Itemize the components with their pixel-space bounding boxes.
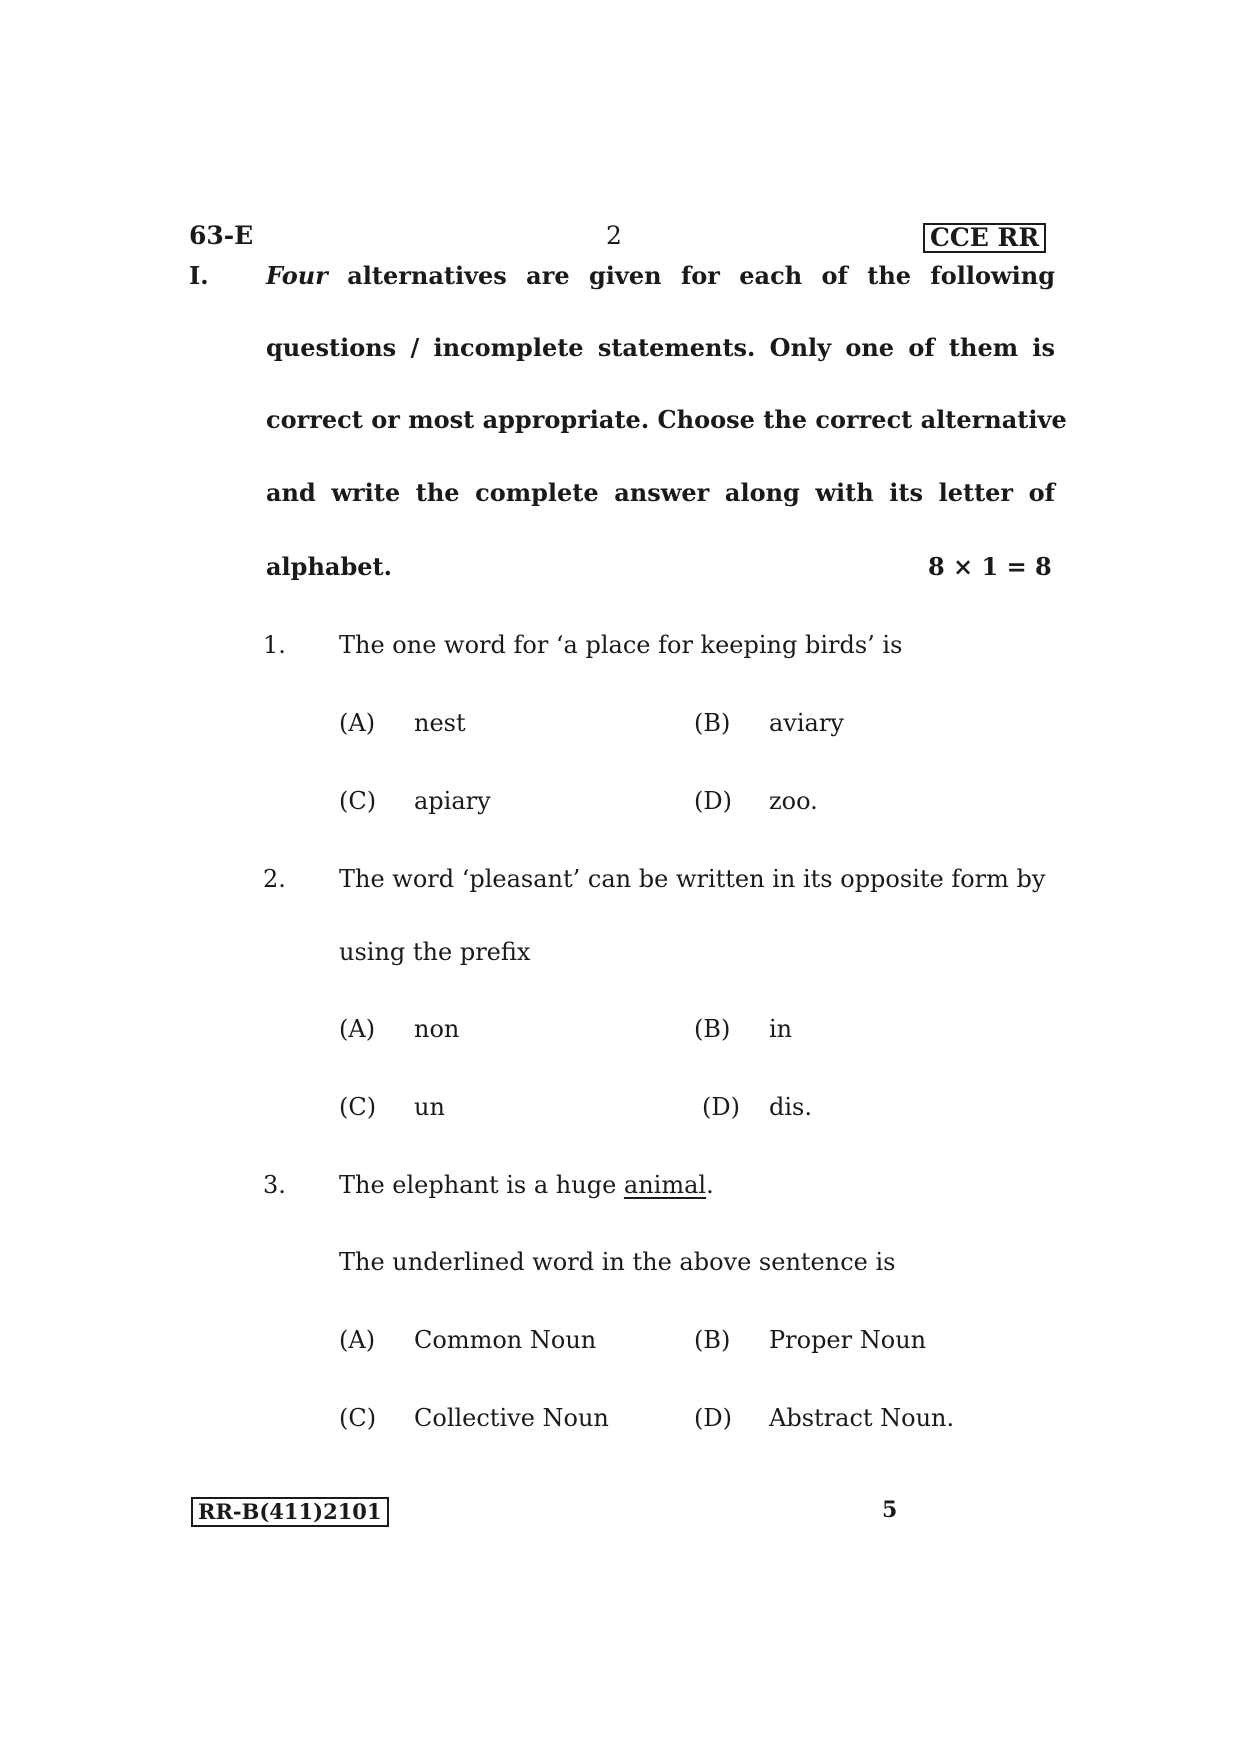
question-number: 1. bbox=[263, 631, 286, 659]
option-label: (D) bbox=[694, 787, 732, 815]
question-text: The elephant is a huge animal. bbox=[339, 1171, 714, 1199]
option-label: (B) bbox=[694, 1015, 731, 1043]
instruction-emphasis: Four bbox=[266, 261, 328, 290]
option-label: (A) bbox=[339, 1015, 376, 1043]
option-label: (C) bbox=[339, 1093, 377, 1121]
option-label: (D) bbox=[694, 1404, 732, 1432]
option-label: (B) bbox=[694, 709, 731, 737]
question-text: The one word for ‘a place for keeping birds’ is bbox=[339, 631, 903, 659]
instruction-line: alphabet. bbox=[266, 552, 392, 581]
marks-allocation: 8 × 1 = 8 bbox=[928, 552, 1052, 581]
option-label: (C) bbox=[339, 787, 377, 815]
option-label: (A) bbox=[339, 709, 376, 737]
question-text: using the prefix bbox=[339, 938, 531, 966]
underlined-word: animal bbox=[623, 1171, 707, 1199]
instruction-line: and write the complete answer along with its letter of bbox=[266, 478, 1055, 507]
option-text: Proper Noun bbox=[769, 1326, 927, 1354]
option-text: dis. bbox=[769, 1093, 812, 1121]
paper-code: 63-E bbox=[189, 221, 254, 250]
page-number: 2 bbox=[606, 221, 622, 250]
footer-code-box: RR-B(411)2101 bbox=[191, 1497, 389, 1527]
instruction-line: correct or most appropriate. Choose the correct alternative bbox=[266, 405, 1067, 434]
option-text: non bbox=[414, 1015, 460, 1043]
option-label: (B) bbox=[694, 1326, 731, 1354]
option-text: apiary bbox=[414, 787, 491, 815]
instruction-line: questions / incomplete statements. Only one of them is bbox=[266, 333, 1055, 362]
question-text: The word ‘pleasant’ can be written in its opposite form by bbox=[339, 865, 1046, 893]
footer-page-number: 5 bbox=[882, 1497, 898, 1523]
option-text: Common Noun bbox=[414, 1326, 597, 1354]
option-text: aviary bbox=[769, 709, 844, 737]
question-number: 3. bbox=[263, 1171, 286, 1199]
option-label: (C) bbox=[339, 1404, 377, 1432]
section-numeral: I. bbox=[189, 261, 209, 290]
option-label: (A) bbox=[339, 1326, 376, 1354]
option-text: Collective Noun bbox=[414, 1404, 609, 1432]
option-text: un bbox=[414, 1093, 445, 1121]
question-number: 2. bbox=[263, 865, 286, 893]
option-text: nest bbox=[414, 709, 466, 737]
option-text: zoo. bbox=[769, 787, 818, 815]
exam-code-box: CCE RR bbox=[923, 223, 1046, 253]
instruction-line: Four alternatives are given for each of the following bbox=[266, 261, 1055, 290]
option-text: Abstract Noun. bbox=[769, 1404, 955, 1432]
question-text: The underlined word in the above sentence is bbox=[339, 1248, 896, 1276]
option-label: (D) bbox=[702, 1093, 740, 1121]
option-text: in bbox=[769, 1015, 793, 1043]
